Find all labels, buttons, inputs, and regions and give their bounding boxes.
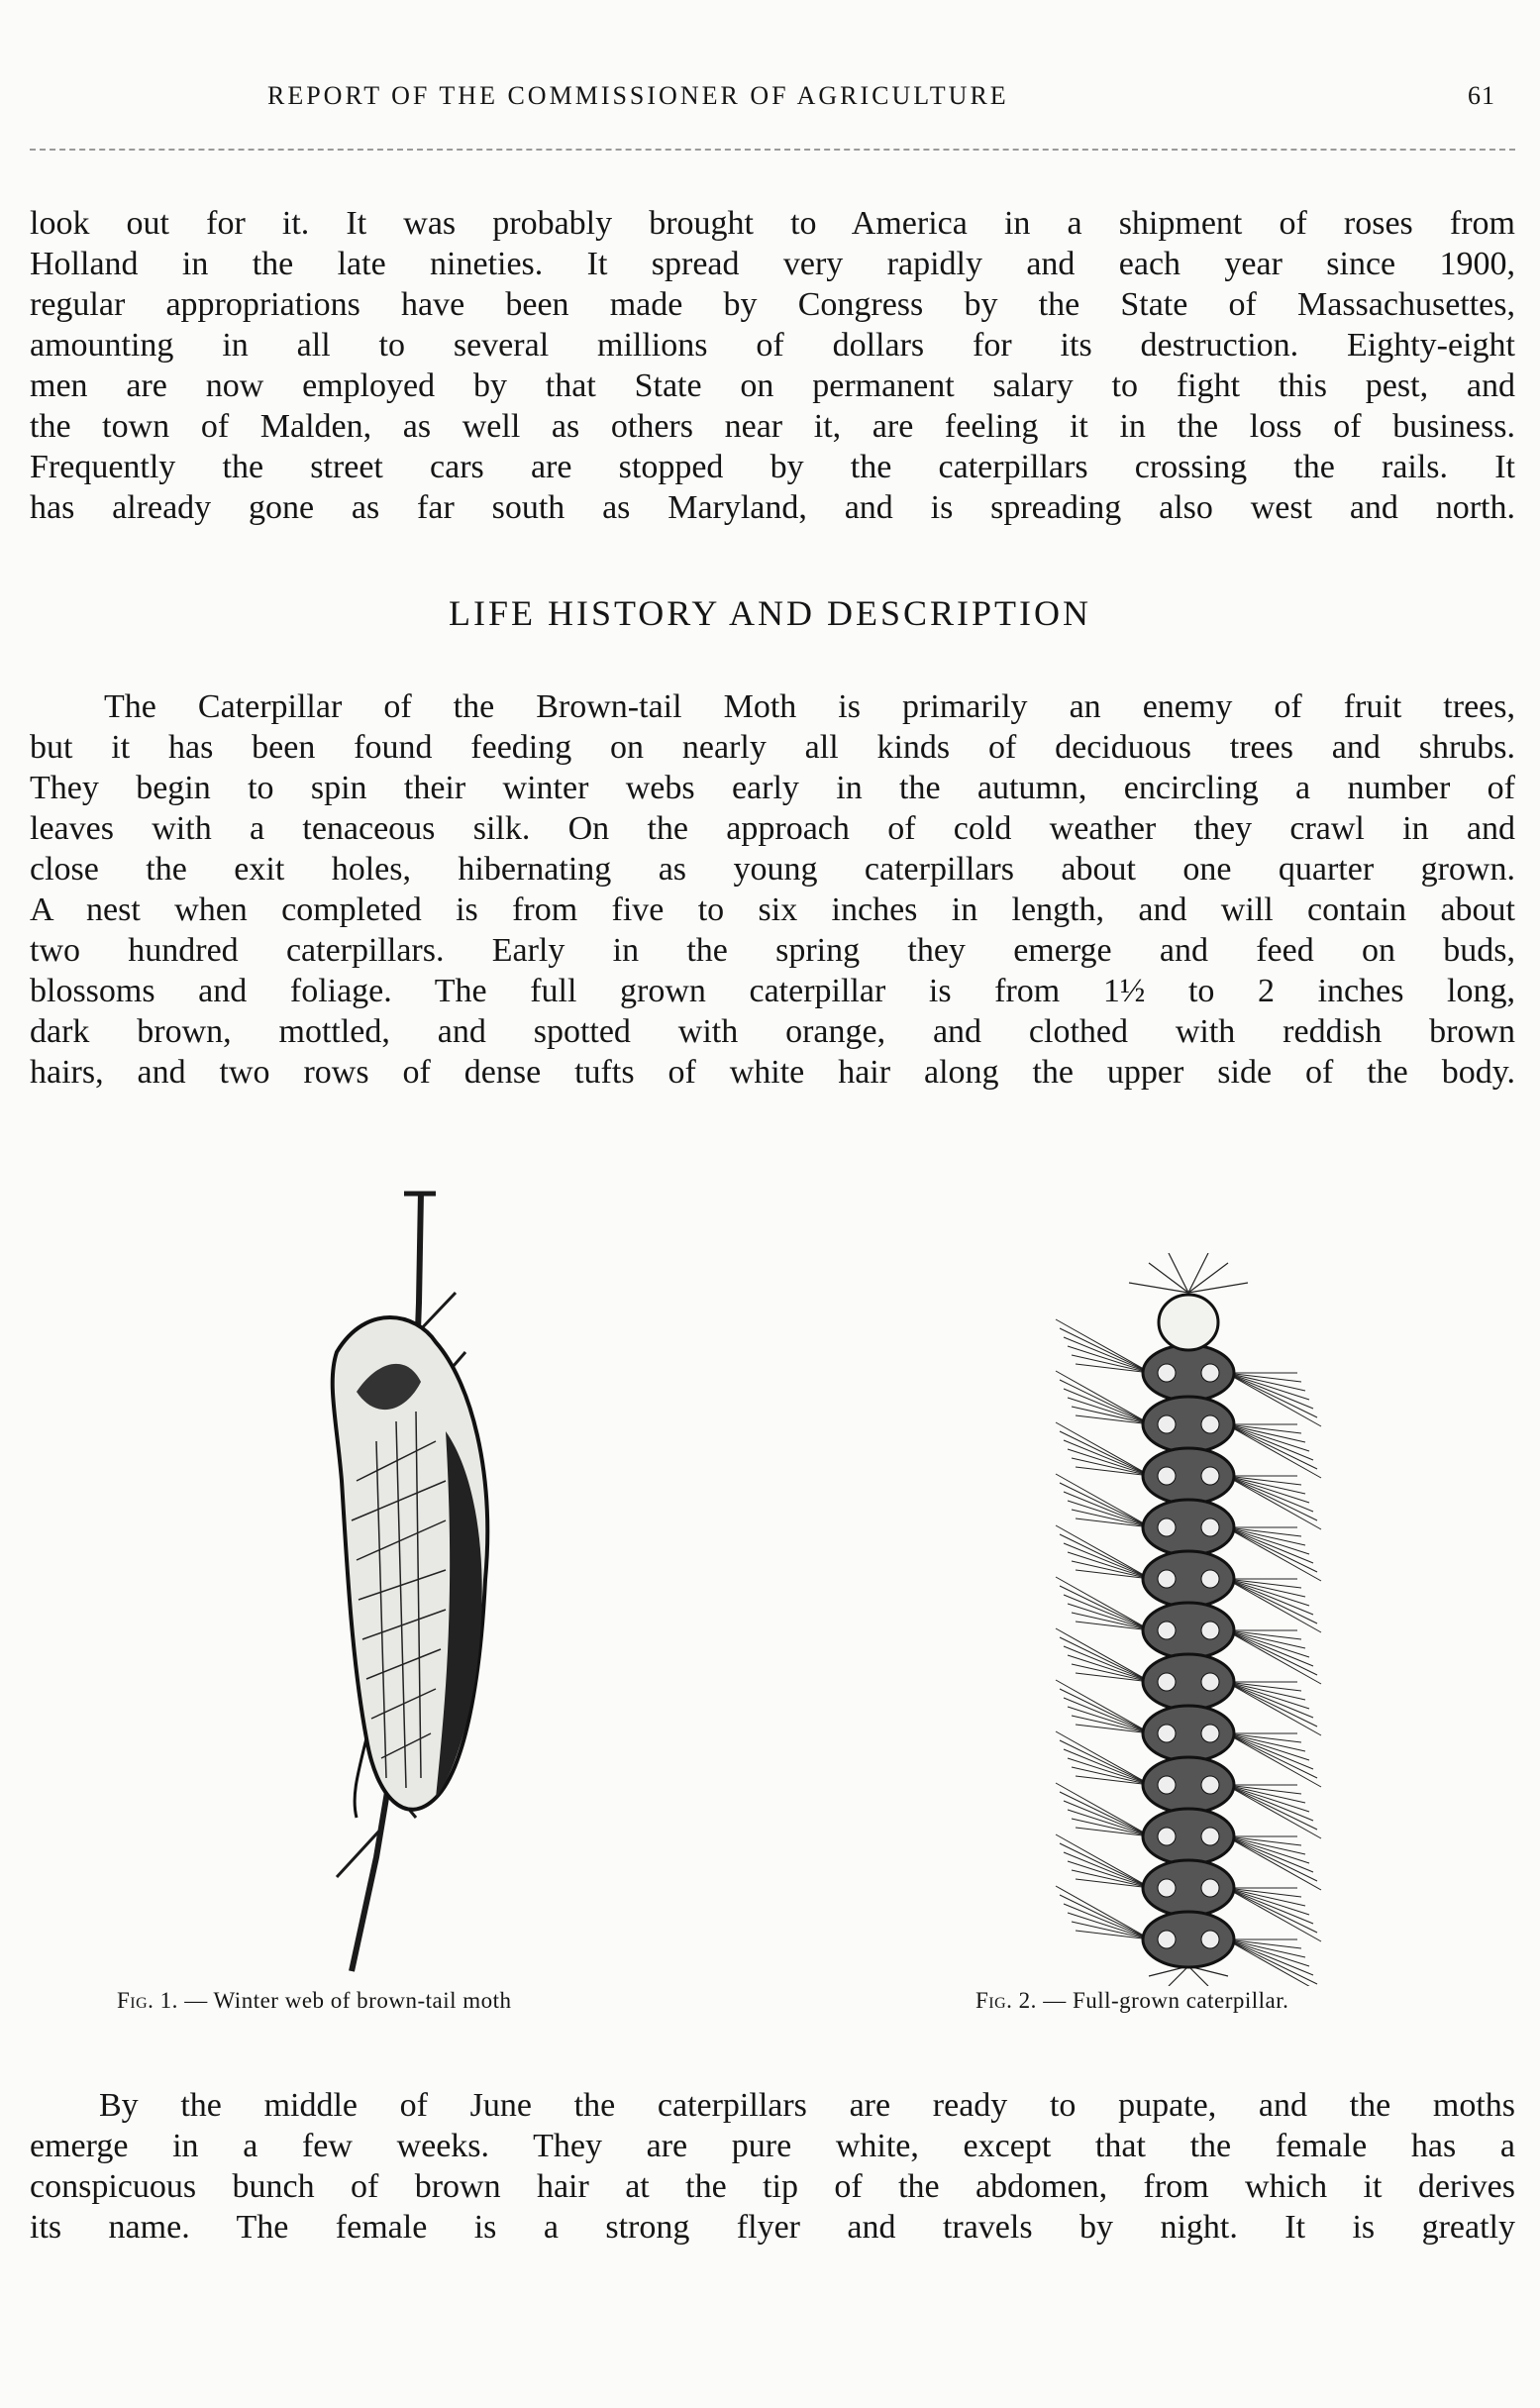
caterpillar-hair	[1226, 1373, 1317, 1417]
caterpillar-hair	[1226, 1630, 1317, 1675]
caterpillar-hair	[1068, 1913, 1151, 1939]
caterpillar-hair	[1056, 1525, 1151, 1579]
caterpillar-segment	[1143, 1397, 1234, 1452]
caterpillar-hair	[1226, 1785, 1309, 1812]
caterpillar-hair	[1060, 1380, 1151, 1424]
caterpillar-hair	[1068, 1552, 1151, 1579]
paragraph-2	[30, 686, 1515, 1093]
caterpillar-hair	[1056, 1371, 1151, 1424]
caterpillar-hair	[1226, 1682, 1321, 1735]
figure-2-caption-text: — Full-grown caterpillar.	[1036, 1988, 1289, 2013]
caterpillar-hair	[1226, 1939, 1309, 1966]
caterpillar-hair	[1060, 1689, 1151, 1733]
caterpillar-segment	[1143, 1551, 1234, 1607]
caterpillar-hair	[1226, 1373, 1309, 1400]
caterpillar-hair	[1056, 1628, 1151, 1682]
caterpillar-spot	[1201, 1364, 1219, 1382]
caterpillar-hair	[1226, 1630, 1305, 1648]
caterpillar-hair	[1226, 1630, 1309, 1657]
caterpillar-segment	[1143, 1912, 1234, 1967]
caterpillar-hair	[1072, 1870, 1151, 1888]
caterpillar-hair	[1068, 1655, 1151, 1682]
caterpillar-hair	[1060, 1843, 1151, 1888]
caterpillar-hair	[1068, 1707, 1151, 1733]
caterpillar-spot	[1158, 1622, 1176, 1639]
caterpillar-spot	[1201, 1879, 1219, 1897]
caterpillar-hair	[1068, 1810, 1151, 1836]
caterpillar-hair	[1226, 1733, 1309, 1760]
caterpillar-hair	[1072, 1664, 1151, 1682]
caterpillar-hair	[1226, 1888, 1309, 1915]
caterpillar-hair	[1060, 1740, 1151, 1785]
text-line: Frequently the street cars are stopped by the caterpillars crossing the rails. It	[30, 449, 1515, 485]
caterpillar-hair	[1060, 1586, 1151, 1630]
caterpillar-spot	[1158, 1364, 1176, 1382]
caterpillar-segment	[1143, 1603, 1234, 1658]
figure-1-caption-text: — Winter web of brown-tail moth	[177, 1988, 512, 2013]
text-line: Holland in the late nineties. It spread very rapidly and each year since 1900,	[30, 246, 1515, 282]
caterpillar-hair	[1226, 1785, 1317, 1830]
caterpillar-segment	[1143, 1757, 1234, 1813]
caterpillar-hair	[1060, 1328, 1151, 1373]
caterpillar-spot	[1158, 1931, 1176, 1948]
caterpillar-segment	[1143, 1345, 1234, 1401]
text-line: its name. The female is a strong flyer and travels by night. It is greatly	[30, 2209, 1515, 2246]
figure-2-label: Fig. 2.	[975, 1988, 1037, 2013]
caterpillar-hair	[1072, 1613, 1151, 1630]
caterpillar-hair	[1226, 1476, 1309, 1503]
caterpillar-hair	[1226, 1836, 1321, 1890]
text-line: The Caterpillar of the Brown-tail Moth is primarily an enemy of fruit trees,	[104, 688, 1515, 725]
caterpillar-spot	[1158, 1518, 1176, 1536]
caterpillar-spot	[1201, 1622, 1219, 1639]
section-heading: LIFE HISTORY AND DESCRIPTION	[448, 593, 1092, 633]
caterpillar-hair	[1226, 1939, 1305, 1957]
caterpillar-spot	[1201, 1725, 1219, 1742]
caterpillar-hair	[1060, 1895, 1151, 1939]
text-line: two hundred caterpillars. Early in the spring they emerge and feed on buds,	[30, 932, 1515, 969]
caterpillar-hair	[1226, 1682, 1305, 1700]
caterpillar-hair	[1226, 1888, 1321, 1941]
caterpillar-hair	[1060, 1637, 1151, 1682]
caterpillar-segment	[1143, 1654, 1234, 1710]
caterpillar-hair	[1226, 1424, 1309, 1451]
caterpillar-hair	[1226, 1630, 1321, 1684]
caterpillar-spot	[1201, 1931, 1219, 1948]
caterpillar-hair	[1072, 1561, 1151, 1579]
caterpillar-hair	[1226, 1785, 1305, 1803]
header-rule	[30, 149, 1515, 151]
caterpillar-spot	[1158, 1879, 1176, 1897]
caterpillar-hair	[1226, 1836, 1309, 1863]
caterpillar-hair	[1056, 1680, 1151, 1733]
caterpillar-hair	[1072, 1458, 1151, 1476]
caterpillar-hair	[1226, 1939, 1317, 1984]
caterpillar-hair	[1226, 1476, 1321, 1529]
caterpillar-hair	[1226, 1682, 1317, 1727]
figure-1-label: Fig. 1.	[117, 1988, 178, 2013]
caterpillar-spot	[1201, 1673, 1219, 1691]
caterpillar-hair	[1072, 1355, 1151, 1373]
caterpillar-spot	[1158, 1570, 1176, 1588]
caterpillar-hair	[1068, 1346, 1151, 1373]
caterpillar-segment	[1143, 1448, 1234, 1504]
caterpillar-spot	[1201, 1570, 1219, 1588]
caterpillar-spot	[1201, 1518, 1219, 1536]
paragraph-3	[30, 2085, 1515, 2248]
figure-2-caption	[975, 1988, 1288, 2014]
text-line: conspicuous bunch of brown hair at the tip of the abdomen, from which it derives	[30, 2168, 1515, 2205]
header-title: REPORT OF THE COMMISSIONER OF AGRICULTURE	[267, 81, 1009, 110]
caterpillar-hair	[1072, 1922, 1151, 1939]
figure-1-caption	[117, 1988, 512, 2014]
caterpillar-segment	[1143, 1860, 1234, 1916]
caterpillar-segment	[1143, 1809, 1234, 1864]
caterpillar-hair	[1226, 1579, 1309, 1606]
caterpillar-hair	[1226, 1733, 1305, 1751]
caterpillar-hair	[1068, 1604, 1151, 1630]
caterpillar-segment	[1143, 1500, 1234, 1555]
caterpillar-hair	[1226, 1888, 1317, 1933]
text-line: look out for it. It was probably brought to America in a shipment of roses from	[30, 205, 1515, 242]
caterpillar-hair	[1226, 1424, 1305, 1442]
caterpillar-hair	[1226, 1373, 1305, 1391]
paragraph-1	[30, 203, 1515, 528]
text-line: dark brown, mottled, and spotted with orange, and clothed with reddish brown	[30, 1013, 1515, 1050]
caterpillar-hair	[1056, 1474, 1151, 1527]
caterpillar-hair	[1226, 1373, 1321, 1426]
caterpillar-hair	[1072, 1407, 1151, 1424]
caterpillar-hair	[1226, 1527, 1305, 1545]
caterpillar-hair	[1226, 1476, 1305, 1494]
caterpillar-hair	[1226, 1579, 1321, 1632]
caterpillar-hair	[1056, 1886, 1151, 1939]
caterpillar-spot	[1158, 1673, 1176, 1691]
caterpillar-hair	[1068, 1449, 1151, 1476]
caterpillar-hair	[1226, 1888, 1305, 1906]
caterpillar-hair	[1226, 1733, 1321, 1787]
caterpillar-hair	[1068, 1758, 1151, 1785]
caterpillar-hair	[1226, 1682, 1309, 1709]
caterpillar-hair	[1226, 1476, 1317, 1520]
caterpillar-spot	[1201, 1776, 1219, 1794]
caterpillar-hair	[1056, 1577, 1151, 1630]
caterpillar-hair	[1060, 1431, 1151, 1476]
text-line: A nest when completed is from five to six inches in length, and will contain about	[30, 891, 1515, 928]
caterpillar-spot	[1158, 1415, 1176, 1433]
caterpillar-hair	[1072, 1510, 1151, 1527]
caterpillar-hair	[1060, 1792, 1151, 1836]
caterpillar-hair	[1072, 1767, 1151, 1785]
text-line: amounting in all to several millions of dollars for its destruction. Eighty-eight	[30, 327, 1515, 364]
caterpillar-hair	[1226, 1424, 1321, 1478]
caterpillar-hair	[1060, 1534, 1151, 1579]
text-line: hairs, and two rows of dense tufts of white hair along the upper side of the body.	[30, 1054, 1515, 1091]
caterpillar-illustration	[1030, 1253, 1347, 1986]
caterpillar-hair	[1226, 1836, 1305, 1854]
text-line: has already gone as far south as Maryland, and is spreading also west and north.	[30, 489, 1515, 526]
caterpillar-hair	[1056, 1731, 1151, 1785]
caterpillar-hair	[1072, 1819, 1151, 1836]
caterpillar-segment	[1143, 1706, 1234, 1761]
text-line: men are now employed by that State on permanent salary to fight this pest, and	[30, 367, 1515, 404]
caterpillar-hair	[1226, 1527, 1321, 1581]
caterpillar-hair	[1226, 1527, 1309, 1554]
caterpillar-hair	[1056, 1319, 1151, 1373]
text-line: emerge in a few weeks. They are pure white, except that the female has a	[30, 2128, 1515, 2164]
caterpillar-spot	[1158, 1828, 1176, 1845]
caterpillar-hair	[1226, 1733, 1317, 1778]
caterpillar-hair	[1226, 1785, 1321, 1838]
caterpillar-hair	[1056, 1834, 1151, 1888]
caterpillar-hair	[1056, 1783, 1151, 1836]
text-line: blossoms and foliage. The full grown caterpillar is from 1½ to 2 inches long,	[30, 973, 1515, 1009]
caterpillar-hair	[1226, 1579, 1305, 1597]
caterpillar-hair	[1226, 1424, 1317, 1469]
caterpillar-hair	[1068, 1501, 1151, 1527]
caterpillar-spot	[1201, 1828, 1219, 1845]
caterpillar-hair	[1068, 1398, 1151, 1424]
page-number: 61	[1468, 81, 1495, 110]
caterpillar-hair	[1056, 1422, 1151, 1476]
winter-web-illustration	[297, 1184, 555, 1976]
caterpillar-hair	[1226, 1836, 1317, 1881]
caterpillar-hair	[1226, 1527, 1317, 1572]
caterpillar-hair	[1060, 1483, 1151, 1527]
caterpillar-spot	[1158, 1776, 1176, 1794]
text-line: but it has been found feeding on nearly all kinds of deciduous trees and shrubs.	[30, 729, 1515, 766]
text-line: the town of Malden, as well as others near it, are feeling it in the loss of business.	[30, 408, 1515, 445]
text-line: leaves with a tenaceous silk. On the approach of cold weather they crawl in and	[30, 810, 1515, 847]
caterpillar-spot	[1158, 1725, 1176, 1742]
text-line: They begin to spin their winter webs early in the autumn, encircling a number of	[30, 770, 1515, 806]
text-line: close the exit holes, hibernating as young caterpillars about one quarter grown.	[30, 851, 1515, 888]
caterpillar-spot	[1201, 1467, 1219, 1485]
text-line: By the middle of June the caterpillars are ready to pupate, and the moths	[99, 2087, 1515, 2124]
text-line: regular appropriations have been made by Congress by the State of Massachusettes,	[30, 286, 1515, 323]
caterpillar-spot	[1158, 1467, 1176, 1485]
caterpillar-hair	[1068, 1861, 1151, 1888]
caterpillar-hair	[1072, 1716, 1151, 1733]
caterpillar-hair	[1226, 1579, 1317, 1623]
caterpillar-spot	[1201, 1415, 1219, 1433]
